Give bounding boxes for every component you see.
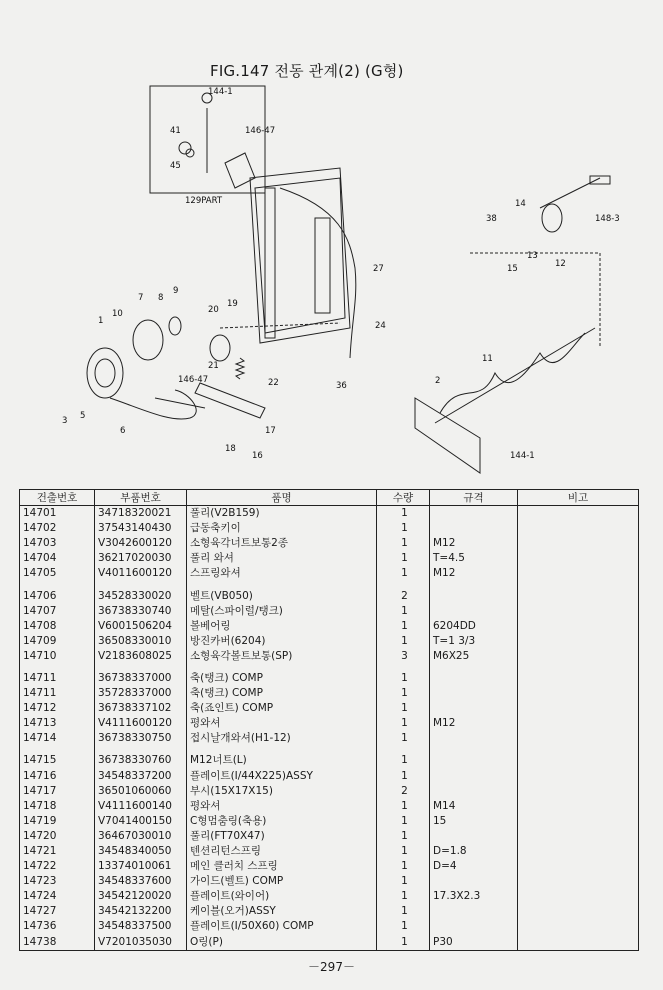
cell-part: 36738337000 xyxy=(95,671,187,686)
spacer-cell xyxy=(95,746,187,753)
callout-label: 20 xyxy=(208,305,219,315)
cell-qty: 1 xyxy=(377,551,430,566)
table-row xyxy=(20,814,639,829)
spacer-cell xyxy=(95,664,187,671)
cell-part: V7041400150 xyxy=(95,814,187,829)
parts-table-body xyxy=(20,506,639,951)
cell-name: 소형육각볼트보통(SP) xyxy=(187,649,377,664)
cell-spec: M14 xyxy=(430,799,518,814)
cell-part: 36508330010 xyxy=(95,634,187,649)
callout-label: 144-1 xyxy=(208,87,233,97)
cell-no: 14724 xyxy=(20,889,95,904)
cell-spec xyxy=(430,829,518,844)
spacer-cell xyxy=(377,746,430,753)
cell-name: C형멈춤링(축용) xyxy=(187,814,377,829)
column-header-name: 품명 xyxy=(187,490,377,506)
callout-label: 5 xyxy=(80,411,86,421)
table-row xyxy=(20,506,639,522)
cell-note xyxy=(518,671,639,686)
spacer-cell xyxy=(518,581,639,588)
cell-no: 14701 xyxy=(20,506,95,522)
cell-qty: 1 xyxy=(377,506,430,522)
cell-no: 14713 xyxy=(20,716,95,731)
table-row xyxy=(20,919,639,934)
table-spacer-row xyxy=(20,581,639,588)
cell-no: 14723 xyxy=(20,874,95,889)
table-row xyxy=(20,634,639,649)
diagram-drawing xyxy=(40,78,640,478)
cell-no: 14705 xyxy=(20,566,95,581)
cell-qty: 1 xyxy=(377,889,430,904)
spacer-cell xyxy=(430,581,518,588)
callout-label: 7 xyxy=(138,293,144,303)
column-header-part: 부품번호 xyxy=(95,490,187,506)
cell-qty: 2 xyxy=(377,784,430,799)
cell-no: 14710 xyxy=(20,649,95,664)
cell-qty: 3 xyxy=(377,649,430,664)
cell-spec xyxy=(430,919,518,934)
cell-no: 14721 xyxy=(20,844,95,859)
table-row xyxy=(20,829,639,844)
cell-spec: M12 xyxy=(430,536,518,551)
cell-spec xyxy=(430,588,518,603)
cell-part: 34548337200 xyxy=(95,769,187,784)
cell-part: 36738330750 xyxy=(95,731,187,746)
cell-note xyxy=(518,784,639,799)
cell-no: 14738 xyxy=(20,935,95,951)
cell-part: V6001506204 xyxy=(95,619,187,634)
table-row xyxy=(20,784,639,799)
cell-name: 풀리(FT70X47) xyxy=(187,829,377,844)
callout-label: 146-47 xyxy=(245,126,276,136)
cell-name: 축(죠인트) COMP xyxy=(187,701,377,716)
cell-name: 축(탱크) COMP xyxy=(187,671,377,686)
cell-name: 메인 클러치 스프링 xyxy=(187,859,377,874)
callout-label: 24 xyxy=(375,321,386,331)
column-header-qty: 수량 xyxy=(377,490,430,506)
cell-note xyxy=(518,551,639,566)
cell-name: 평와셔 xyxy=(187,716,377,731)
table-row xyxy=(20,731,639,746)
inset-label: 129PART xyxy=(185,196,223,206)
table-row xyxy=(20,701,639,716)
cell-no: 14716 xyxy=(20,769,95,784)
cell-qty: 1 xyxy=(377,769,430,784)
cell-spec xyxy=(430,604,518,619)
cell-note xyxy=(518,753,639,768)
callout-label: 6 xyxy=(120,426,126,436)
table-spacer-row xyxy=(20,664,639,671)
cell-name: 볼베어링 xyxy=(187,619,377,634)
cell-note xyxy=(518,919,639,934)
cell-note xyxy=(518,769,639,784)
cell-no: 14720 xyxy=(20,829,95,844)
cell-name: 플레이트(I/44X225)ASSY xyxy=(187,769,377,784)
callout-label: 144-1 xyxy=(510,451,535,461)
cell-note xyxy=(518,904,639,919)
page-number: －297－ xyxy=(308,960,355,974)
cell-no: 14711 xyxy=(20,671,95,686)
cell-no: 14707 xyxy=(20,604,95,619)
callout-label: 21 xyxy=(208,361,219,371)
cell-note xyxy=(518,859,639,874)
cell-name: 소형육각너트보통2종 xyxy=(187,536,377,551)
cell-spec: M12 xyxy=(430,716,518,731)
cell-note xyxy=(518,844,639,859)
table-row xyxy=(20,753,639,768)
cell-no: 14722 xyxy=(20,859,95,874)
cell-name: 메탈(스파이럴/탱크) xyxy=(187,604,377,619)
cell-note xyxy=(518,536,639,551)
cell-spec: 15 xyxy=(430,814,518,829)
callout-label: 36 xyxy=(336,381,347,391)
callout-label: 19 xyxy=(227,299,238,309)
cell-part: 34548337500 xyxy=(95,919,187,934)
table-row xyxy=(20,521,639,536)
cell-qty: 1 xyxy=(377,829,430,844)
table-row xyxy=(20,671,639,686)
cell-note xyxy=(518,935,639,951)
cell-part: 34528330020 xyxy=(95,588,187,603)
cell-spec xyxy=(430,753,518,768)
cell-name: 풀리 와셔 xyxy=(187,551,377,566)
callout-label: 15 xyxy=(507,264,518,274)
cell-qty: 1 xyxy=(377,634,430,649)
cell-part: V3042600120 xyxy=(95,536,187,551)
cell-no: 14717 xyxy=(20,784,95,799)
cell-part: 13374010061 xyxy=(95,859,187,874)
column-header-spec: 규격 xyxy=(430,490,518,506)
cell-note xyxy=(518,588,639,603)
cell-qty: 1 xyxy=(377,536,430,551)
cell-part: 34718320021 xyxy=(95,506,187,522)
cell-part: V7201035030 xyxy=(95,935,187,951)
cell-note xyxy=(518,874,639,889)
cell-note xyxy=(518,814,639,829)
cell-qty: 1 xyxy=(377,904,430,919)
cell-spec: M6X25 xyxy=(430,649,518,664)
cell-qty: 1 xyxy=(377,859,430,874)
callout-label: 11 xyxy=(482,354,493,364)
cell-spec xyxy=(430,506,518,522)
cell-note xyxy=(518,506,639,522)
cell-qty: 1 xyxy=(377,671,430,686)
cell-spec xyxy=(430,904,518,919)
cell-qty: 1 xyxy=(377,799,430,814)
cell-spec xyxy=(430,874,518,889)
cell-name: 접시날개와셔(H1-12) xyxy=(187,731,377,746)
cell-note xyxy=(518,799,639,814)
callout-label: 9 xyxy=(173,286,179,296)
spacer-cell xyxy=(377,581,430,588)
cell-part: 34542120020 xyxy=(95,889,187,904)
cell-note xyxy=(518,716,639,731)
cell-no: 14718 xyxy=(20,799,95,814)
spacer-cell xyxy=(20,581,95,588)
cell-part: V4011600120 xyxy=(95,566,187,581)
cell-qty: 1 xyxy=(377,731,430,746)
cell-name: 가이드(벨트) COMP xyxy=(187,874,377,889)
cell-note xyxy=(518,649,639,664)
cell-part: 36738337102 xyxy=(95,701,187,716)
cell-spec xyxy=(430,521,518,536)
table-row xyxy=(20,551,639,566)
spacer-cell xyxy=(95,581,187,588)
cell-name: M12너트(L) xyxy=(187,753,377,768)
spacer-cell xyxy=(430,746,518,753)
callout-label: 14 xyxy=(515,199,526,209)
cell-name: O링(P) xyxy=(187,935,377,951)
cell-part: 37543140430 xyxy=(95,521,187,536)
cell-spec xyxy=(430,686,518,701)
cell-no: 14703 xyxy=(20,536,95,551)
exploded-parts-diagram xyxy=(40,78,640,478)
cell-part: V4111600120 xyxy=(95,716,187,731)
column-header-note: 비고 xyxy=(518,490,639,506)
cell-no: 14715 xyxy=(20,753,95,768)
cell-qty: 1 xyxy=(377,619,430,634)
cell-qty: 1 xyxy=(377,521,430,536)
cell-qty: 1 xyxy=(377,701,430,716)
callout-label: 8 xyxy=(158,293,164,303)
cell-no: 14706 xyxy=(20,588,95,603)
cell-name: 방진카버(6204) xyxy=(187,634,377,649)
cell-qty: 1 xyxy=(377,753,430,768)
cell-name: 케이블(오거)ASSY xyxy=(187,904,377,919)
callout-label: 148-3 xyxy=(595,214,620,224)
table-row xyxy=(20,859,639,874)
cell-qty: 1 xyxy=(377,604,430,619)
cell-no: 14712 xyxy=(20,701,95,716)
cell-name: 평와셔 xyxy=(187,799,377,814)
cell-part: V2183608025 xyxy=(95,649,187,664)
cell-note xyxy=(518,731,639,746)
cell-note xyxy=(518,604,639,619)
cell-spec: 6204DD xyxy=(430,619,518,634)
cell-note xyxy=(518,566,639,581)
cell-note xyxy=(518,686,639,701)
spacer-cell xyxy=(187,581,377,588)
cell-part: 35728337000 xyxy=(95,686,187,701)
table-row xyxy=(20,844,639,859)
table-row xyxy=(20,619,639,634)
cell-name: 부시(15X17X15) xyxy=(187,784,377,799)
spacer-cell xyxy=(518,664,639,671)
table-row xyxy=(20,588,639,603)
callout-label: 3 xyxy=(62,416,68,426)
table-spacer-row xyxy=(20,746,639,753)
cell-spec: D=4 xyxy=(430,859,518,874)
callout-label: 13 xyxy=(527,251,538,261)
svg-text:41: 41 xyxy=(170,126,181,136)
cell-spec: T=4.5 xyxy=(430,551,518,566)
table-row xyxy=(20,874,639,889)
column-header-no: 건출번호 xyxy=(20,490,95,506)
callout-label: 10 xyxy=(112,309,123,319)
cell-name: 플레이트(와이어) xyxy=(187,889,377,904)
cell-part: 34542132200 xyxy=(95,904,187,919)
cell-name: 스프링와셔 xyxy=(187,566,377,581)
cell-no: 14709 xyxy=(20,634,95,649)
cell-note xyxy=(518,634,639,649)
cell-spec xyxy=(430,784,518,799)
table-row xyxy=(20,904,639,919)
cell-name: 급동축키이 xyxy=(187,521,377,536)
cell-part: 36467030010 xyxy=(95,829,187,844)
callout-label: 38 xyxy=(486,214,497,224)
callout-label: 12 xyxy=(555,259,566,269)
cell-name: 축(탱크) COMP xyxy=(187,686,377,701)
table-row xyxy=(20,649,639,664)
cell-qty: 1 xyxy=(377,919,430,934)
callout-label: 27 xyxy=(373,264,384,274)
callout-label: 16 xyxy=(252,451,263,461)
cell-part: 36217020030 xyxy=(95,551,187,566)
cell-no: 14708 xyxy=(20,619,95,634)
cell-spec: M12 xyxy=(430,566,518,581)
cell-note xyxy=(518,701,639,716)
table-row xyxy=(20,935,639,951)
cell-spec: P30 xyxy=(430,935,518,951)
spacer-cell xyxy=(377,664,430,671)
cell-note xyxy=(518,829,639,844)
table-row xyxy=(20,536,639,551)
cell-part: 36738330740 xyxy=(95,604,187,619)
table-row xyxy=(20,604,639,619)
cell-part: V4111600140 xyxy=(95,799,187,814)
cell-qty: 1 xyxy=(377,814,430,829)
cell-no: 14719 xyxy=(20,814,95,829)
cell-name: 텐션리턴스프링 xyxy=(187,844,377,859)
cell-spec: T=1 3/3 xyxy=(430,634,518,649)
cell-spec xyxy=(430,731,518,746)
cell-no: 14704 xyxy=(20,551,95,566)
callout-label: 22 xyxy=(268,378,279,388)
table-row xyxy=(20,769,639,784)
page-title: FIG.147 전동 관계(2) (G형) xyxy=(210,62,404,80)
parts-table xyxy=(19,489,639,951)
table-row xyxy=(20,566,639,581)
cell-no: 14714 xyxy=(20,731,95,746)
spacer-cell xyxy=(430,664,518,671)
cell-part: 34548340050 xyxy=(95,844,187,859)
callout-label: 1 xyxy=(98,316,104,326)
cell-spec xyxy=(430,701,518,716)
spacer-cell xyxy=(187,664,377,671)
cell-spec xyxy=(430,671,518,686)
cell-qty: 1 xyxy=(377,716,430,731)
cell-name: 풀리(V2B159) xyxy=(187,506,377,522)
table-row xyxy=(20,799,639,814)
cell-no: 14727 xyxy=(20,904,95,919)
cell-part: 36501060060 xyxy=(95,784,187,799)
cell-qty: 1 xyxy=(377,686,430,701)
table-row xyxy=(20,686,639,701)
cell-qty: 2 xyxy=(377,588,430,603)
cell-part: 36738330760 xyxy=(95,753,187,768)
cell-qty: 1 xyxy=(377,566,430,581)
cell-qty: 1 xyxy=(377,874,430,889)
spacer-cell xyxy=(20,746,95,753)
cell-no: 14736 xyxy=(20,919,95,934)
cell-name: 벨트(VB050) xyxy=(187,588,377,603)
callout-label: 17 xyxy=(265,426,276,436)
spacer-cell xyxy=(20,664,95,671)
callout-label: 2 xyxy=(435,376,441,386)
spacer-cell xyxy=(187,746,377,753)
cell-spec: D=1.8 xyxy=(430,844,518,859)
cell-spec xyxy=(430,769,518,784)
callout-label: 146-47 xyxy=(178,375,209,385)
table-row xyxy=(20,716,639,731)
callout-label: 18 xyxy=(225,444,236,454)
cell-note xyxy=(518,619,639,634)
cell-qty: 1 xyxy=(377,935,430,951)
callout-label: 45 xyxy=(170,161,181,171)
cell-part: 34548337600 xyxy=(95,874,187,889)
cell-no: 14702 xyxy=(20,521,95,536)
table-row xyxy=(20,889,639,904)
cell-name: 플레이트(I/50X60) COMP xyxy=(187,919,377,934)
spacer-cell xyxy=(518,746,639,753)
cell-note xyxy=(518,521,639,536)
cell-spec: 17.3X2.3 xyxy=(430,889,518,904)
cell-qty: 1 xyxy=(377,844,430,859)
cell-note xyxy=(518,889,639,904)
cell-no: 14711 xyxy=(20,686,95,701)
table-header-row xyxy=(20,490,639,506)
